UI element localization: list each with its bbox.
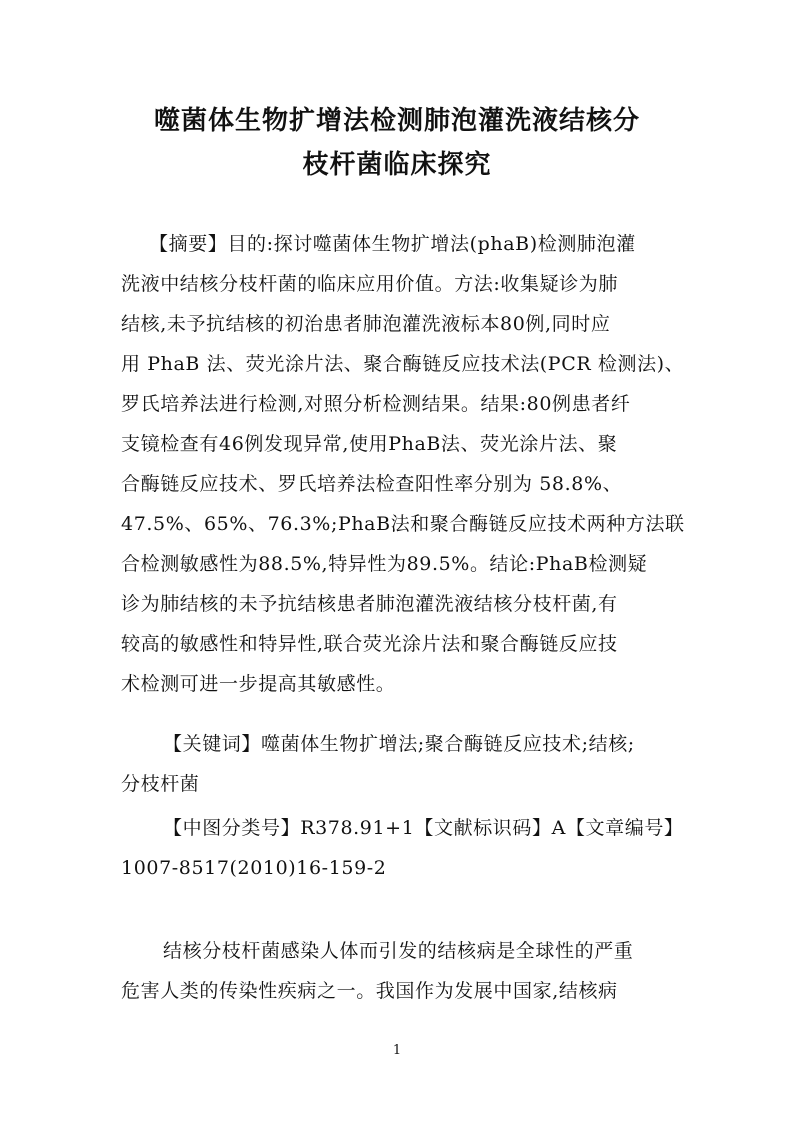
classification-line: 1007-8517(2010)16-159-2 [121, 857, 387, 879]
title-line-2: 枝杆菌临床探究 [302, 150, 492, 180]
abstract-line: 用 PhaB 法、荧光涂片法、聚合酶链反应技术法(PCR 检测法)、 [121, 353, 685, 375]
abstract-line: 结核,未予抗结核的初治患者肺泡灌洗液标本80例,同时应 [121, 313, 611, 335]
abstract-line: 47.5%、65%、76.3%;PhaB法和聚合酶链反应技术两种方法联 [121, 513, 685, 535]
body-line: 结核分枝杆菌感染人体而引发的结核病是全球性的严重 [163, 940, 634, 962]
keywords-line: 分枝杆菌 [121, 773, 200, 795]
body-line: 危害人类的传染性疾病之一。我国作为发展中国家,结核病 [121, 980, 618, 1002]
abstract-line: 【摘要】目的:探讨噬菌体生物扩增法(phaB)检测肺泡灌 [149, 233, 636, 255]
keywords-line: 【关键词】噬菌体生物扩增法;聚合酶链反应技术;结核; [163, 733, 635, 755]
page-number: 1 [392, 1043, 402, 1058]
abstract-line: 诊为肺结核的未予抗结核患者肺泡灌洗液结核分枝杆菌,有 [121, 593, 618, 615]
abstract-line: 罗氏培养法进行检测,对照分析检测结果。结果:80例患者纤 [121, 393, 631, 415]
classification-line: 【中图分类号】R378.91+1【文献标识码】A【文章编号】 [163, 817, 684, 839]
abstract-line: 洗液中结核分枝杆菌的临床应用价值。方法:收集疑诊为肺 [121, 273, 619, 295]
abstract-line: 较高的敏感性和特异性,联合荧光涂片法和聚合酶链反应技 [121, 633, 618, 655]
abstract-line: 支镜检查有46例发现异常,使用PhaB法、荧光涂片法、聚 [121, 433, 618, 455]
title-line-1: 噬菌体生物扩增法检测肺泡灌洗液结核分 [153, 106, 640, 136]
abstract-line: 合检测敏感性为88.5%,特异性为89.5%。结论:PhaB检测疑 [121, 553, 648, 575]
abstract-line: 合酶链反应技术、罗氏培养法检查阳性率分别为 58.8%、 [121, 473, 623, 495]
abstract-line: 术检测可进一步提高其敏感性。 [121, 673, 396, 695]
